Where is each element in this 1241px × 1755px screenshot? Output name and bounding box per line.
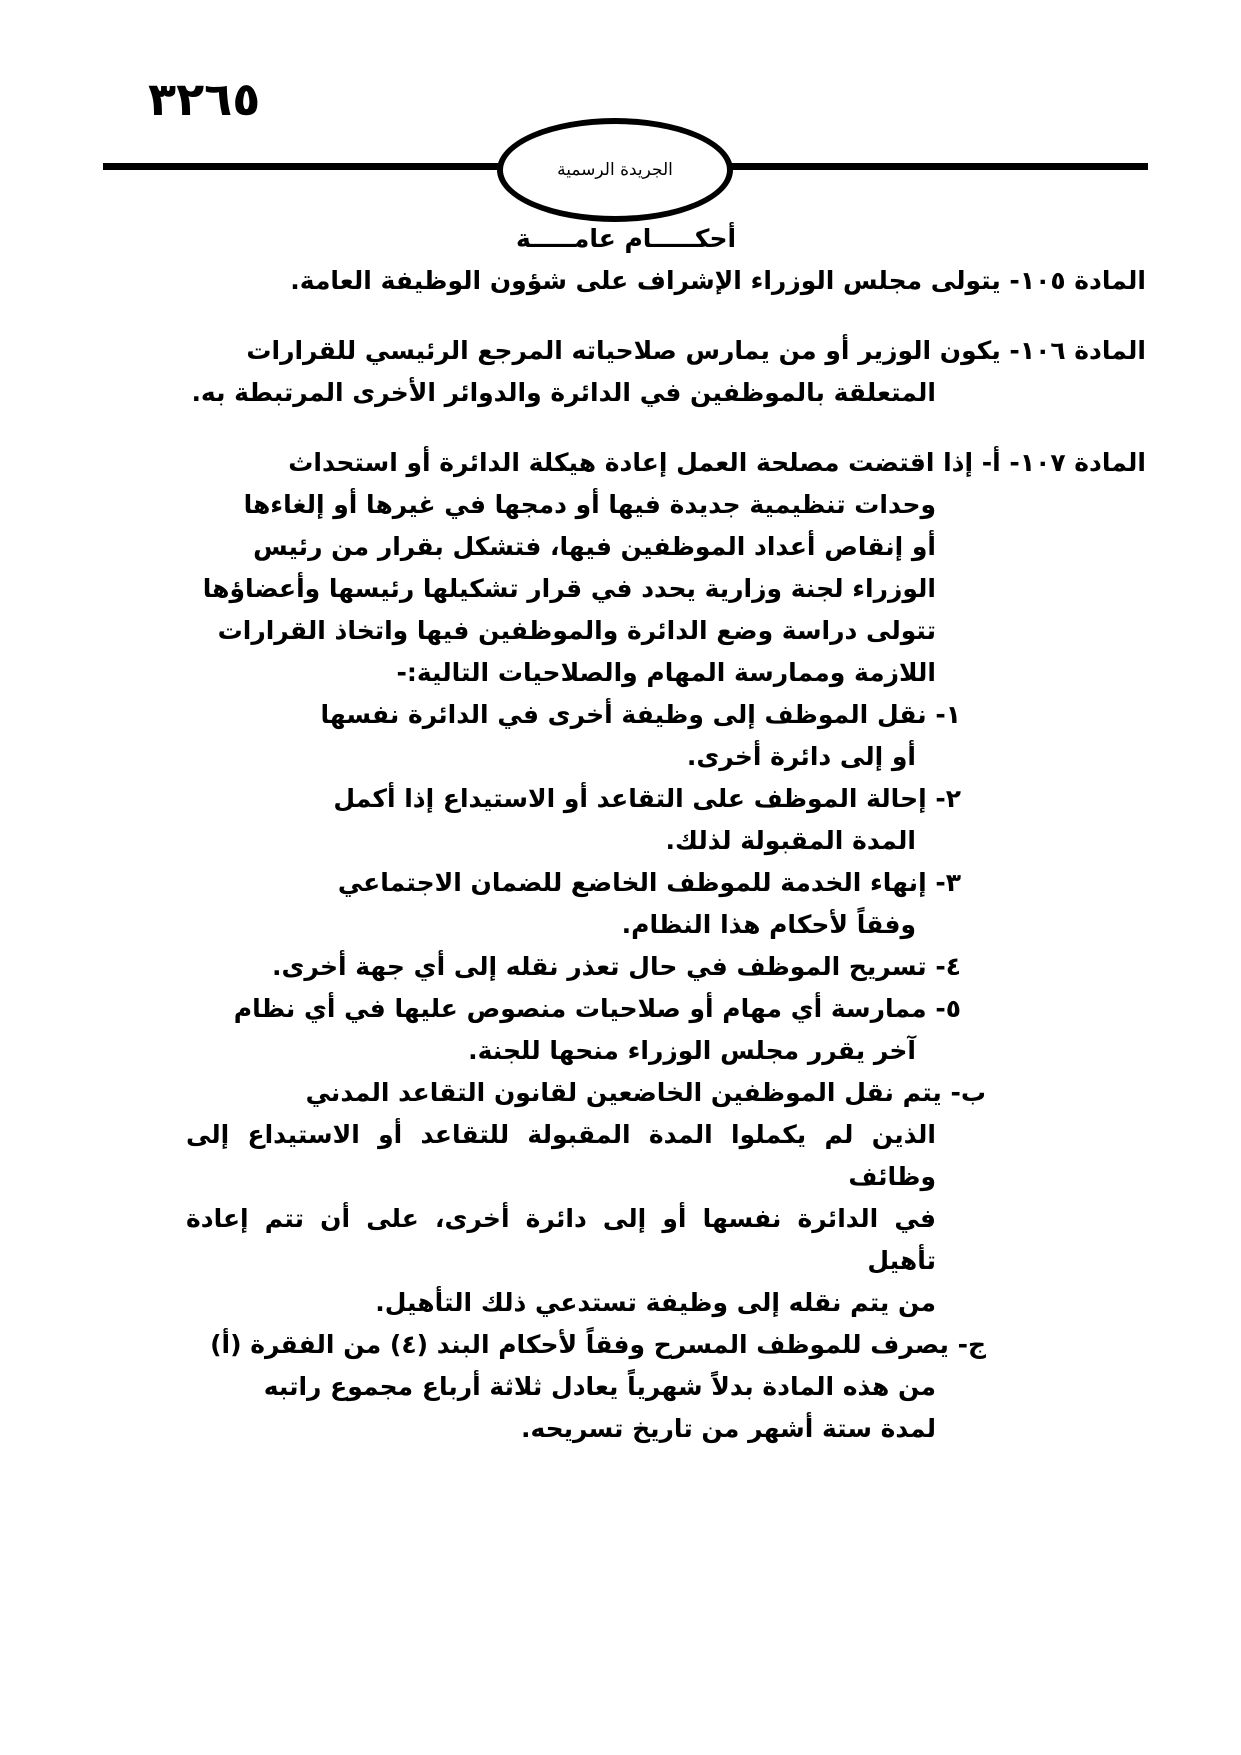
article-107 bbox=[186, 442, 1146, 1450]
article-106 bbox=[186, 330, 1146, 414]
header-rule-left bbox=[103, 163, 503, 170]
gazette-seal bbox=[497, 118, 733, 222]
article-107-line: أو إنقاص أعداد الموظفين فيها، فتشكل بقرار من رئيس bbox=[253, 532, 936, 561]
paragraph-b-cont: الذين لم يكملوا المدة المقبولة للتقاعد أو الاستيداع إلى وظائف bbox=[186, 1120, 936, 1191]
document-body bbox=[186, 218, 1146, 1478]
page-number: ٣٢٦٥ bbox=[148, 72, 261, 126]
list-item-4: ٤- تسريح الموظف في حال تعذر نقله إلى أي جهة أخرى. bbox=[272, 952, 961, 981]
article-107-line: اللازمة وممارسة المهام والصلاحيات التالية:- bbox=[396, 658, 936, 687]
article-107-line: المادة ١٠٧- أ- إذا اقتضت مصلحة العمل إعادة هيكلة الدائرة أو استحداث bbox=[288, 448, 1146, 477]
list-item-3: ٣- إنهاء الخدمة للموظف الخاضع للضمان الاجتماعي bbox=[337, 868, 961, 897]
list-item-1-cont: أو إلى دائرة أخرى. bbox=[686, 742, 916, 771]
list-item-5-cont: آخر يقرر مجلس الوزراء منحها للجنة. bbox=[468, 1036, 916, 1065]
list-item-5: ٥- ممارسة أي مهام أو صلاحيات منصوص عليها في أي نظام bbox=[233, 994, 961, 1023]
article-107-line: الوزراء لجنة وزارية يحدد في قرار تشكيلها رئيسها وأعضاؤها bbox=[202, 574, 936, 603]
article-106-line: المتعلقة بالموظفين في الدائرة والدوائر الأخرى المرتبطة به. bbox=[191, 378, 936, 407]
article-105 bbox=[186, 260, 1146, 302]
list-item-1: ١- نقل الموظف إلى وظيفة أخرى في الدائرة نفسها bbox=[320, 700, 961, 729]
section-title: أحكـــــام عامـــــة bbox=[515, 224, 737, 253]
paragraph-b: ب- يتم نقل الموظفين الخاضعين لقانون التقاعد المدني bbox=[305, 1078, 986, 1107]
paragraph-c: ج- يصرف للموظف المسرح وفقاً لأحكام البند (٤) من الفقرة (أ) bbox=[210, 1330, 986, 1359]
list-item-3-cont: وفقاً لأحكام هذا النظام. bbox=[621, 910, 916, 939]
gazette-name: الجريدة الرسمية bbox=[557, 160, 673, 180]
article-107-line: وحدات تنظيمية جديدة فيها أو دمجها في غيرها أو إلغاءها bbox=[243, 490, 936, 519]
header-rule-right bbox=[728, 163, 1148, 170]
paragraph-b-cont: من يتم نقله إلى وظيفة تستدعي ذلك التأهيل. bbox=[375, 1288, 936, 1317]
article-106-line: المادة ١٠٦- يكون الوزير أو من يمارس صلاحياته المرجع الرئيسي للقرارات bbox=[246, 336, 1146, 365]
article-107-line: تتولى دراسة وضع الدائرة والموظفين فيها واتخاذ القرارات bbox=[217, 616, 936, 645]
article-105-text: المادة ١٠٥- يتولى مجلس الوزراء الإشراف على شؤون الوظيفة العامة. bbox=[290, 266, 1146, 295]
paragraph-b-cont: في الدائرة نفسها أو إلى دائرة أخرى، على أن تتم إعادة تأهيل bbox=[186, 1204, 936, 1275]
paragraph-c-cont: من هذه المادة بدلاً شهرياً يعادل ثلاثة أرباع مجموع راتبه bbox=[263, 1372, 936, 1401]
paragraph-c-cont: لمدة ستة أشهر من تاريخ تسريحه. bbox=[520, 1414, 936, 1443]
list-item-2: ٢- إحالة الموظف على التقاعد أو الاستيداع إذا أكمل bbox=[333, 784, 961, 813]
list-item-2-cont: المدة المقبولة لذلك. bbox=[665, 826, 916, 855]
